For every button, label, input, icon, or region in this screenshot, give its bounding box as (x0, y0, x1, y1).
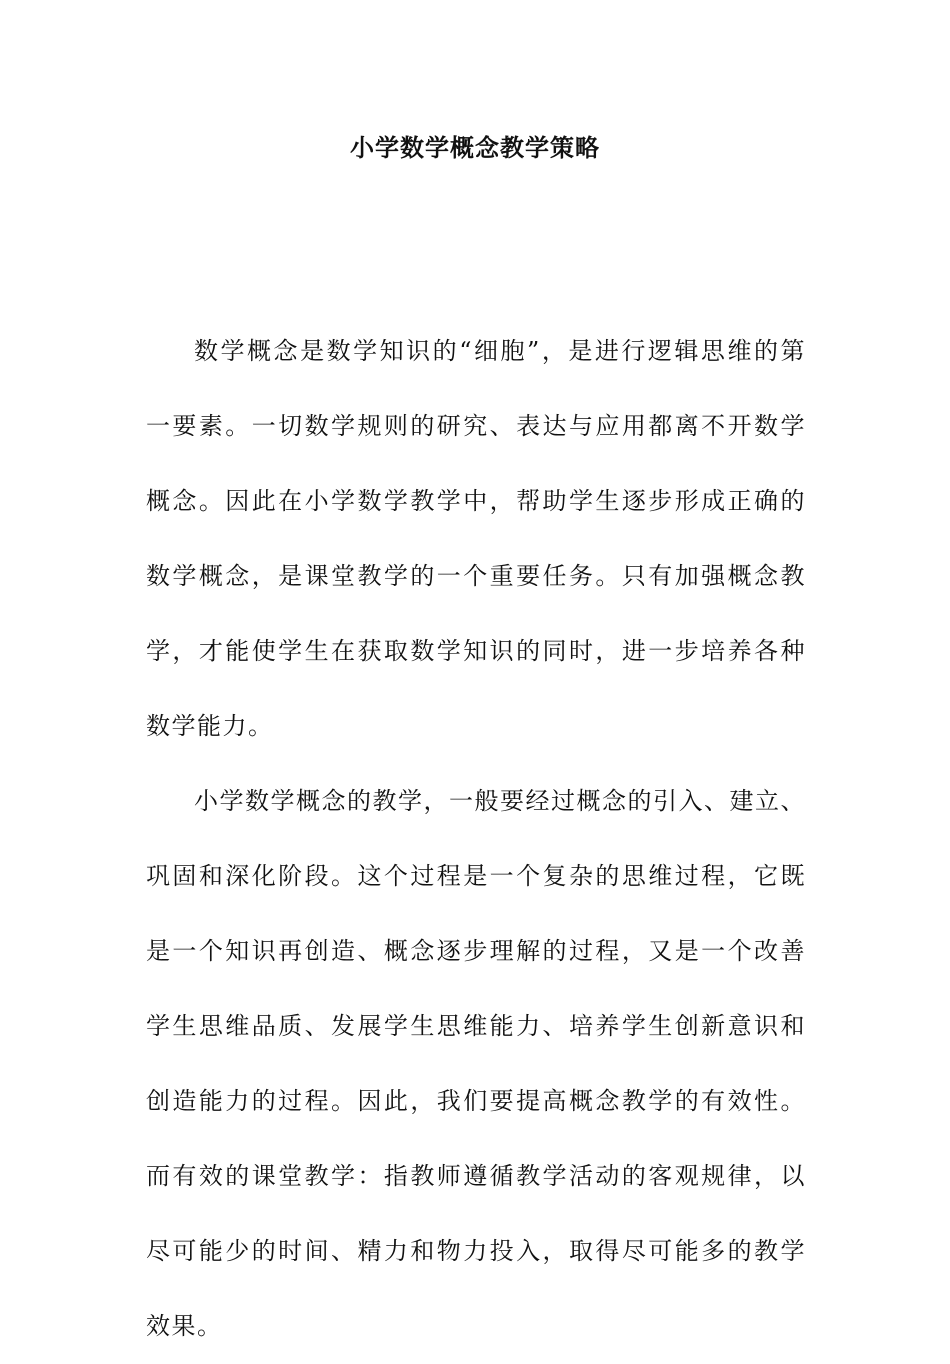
paragraph-2: 小学数学概念的教学，一般要经过概念的引入、建立、巩固和深化阶段。这个过程是一个复杂的思维过程，它既是一个知识再创造、概念逐步理解的过程，又是一个改善学生思维品质、发展学生思维能力、培养学生创新意识和创造能力的过程。因此，我们要提高概念教学的有效性。而有效的课堂教学：指教师遵循教学活动的客观规律，以尽可能少的时间、精力和物力投入，取得尽可能多的教学效果。 (146, 787, 806, 1340)
document-title: 小学数学概念教学策略 (350, 133, 600, 162)
document-body (146, 314, 806, 1364)
paragraph-1: 数学概念是数学知识的“细胞”，是进行逻辑思维的第一要素。一切数学规则的研究、表达与应用都离不开数学概念。因此在小学数学教学中，帮助学生逐步形成正确的数学概念，是课堂教学的一个重要任务。只有加强概念教学，才能使学生在获取数学知识的同时，进一步培养各种数学能力。 (146, 337, 806, 740)
